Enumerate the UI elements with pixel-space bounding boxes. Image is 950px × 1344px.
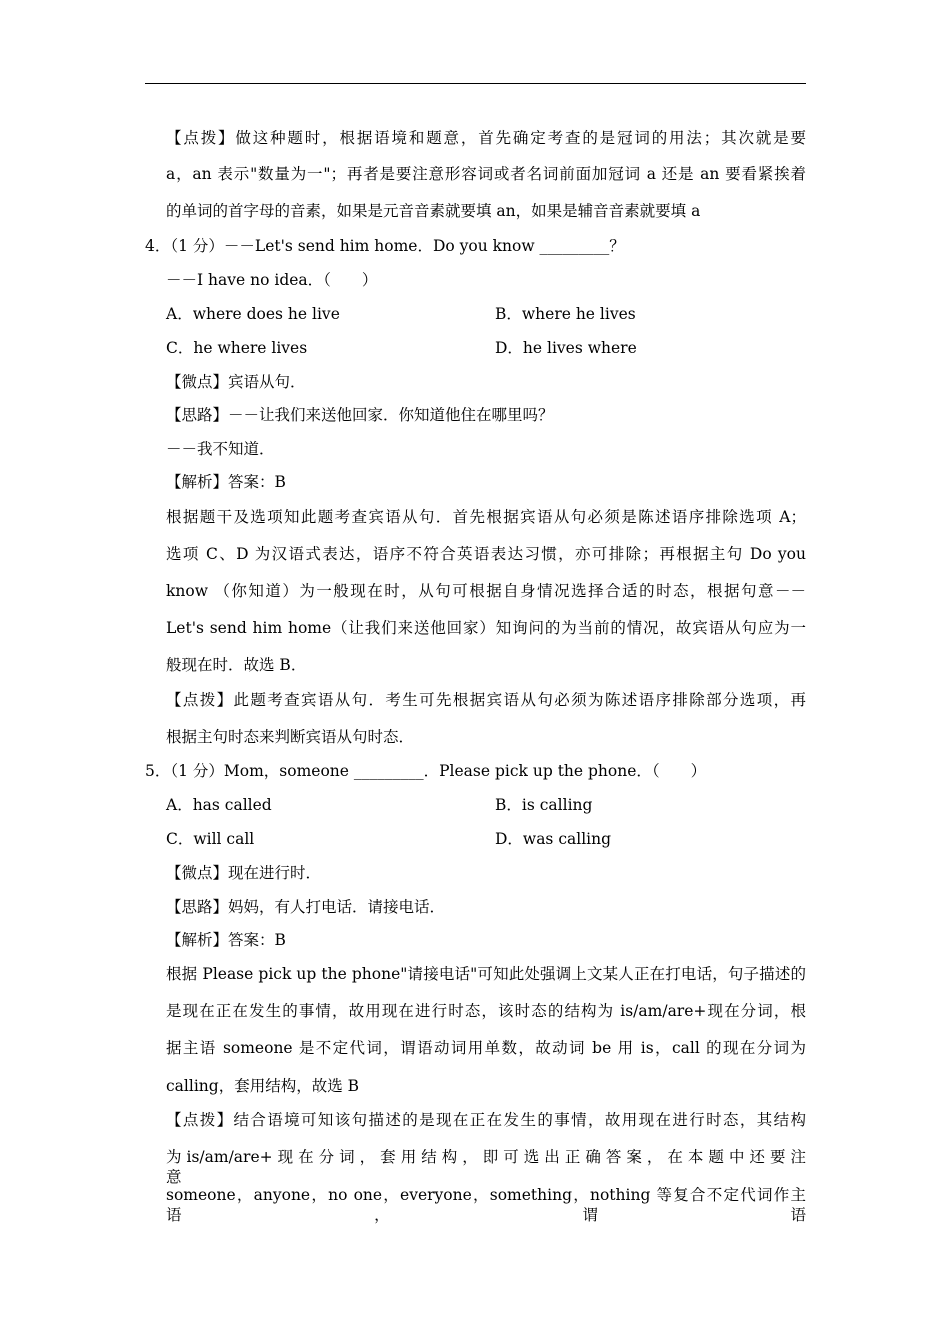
q5-weidian: 【微点】现在进行时．	[166, 864, 322, 882]
q5-jiexi: 【解析】答案：B	[166, 931, 286, 949]
q4-weidian: 【微点】宾语从句．	[166, 373, 306, 391]
q5-option-c: C．will call	[166, 830, 255, 848]
q4-analysis-line-2: 选项 C、D 为汉语式表达，语序不符合英语表达习惯，亦可排除；再根据主句 Do you	[166, 545, 806, 563]
q5-analysis-line-4: calling，套用结构，故选 B	[166, 1077, 360, 1095]
q4-silu-1: 【思路】－－让我们来送他回家．你知道他住在哪里吗？	[166, 406, 554, 424]
top-dianbo-line-3: 的单词的首字母的音素，如果是元音音素就要填 an，如果是辅音音素就要填 a	[166, 202, 701, 220]
q5-option-a: A．has called	[166, 796, 272, 814]
q5-analysis-line-3: 据主语 someone 是不定代词，谓语动词用单数，故动词 be 用 is，call 的现在分词为	[166, 1039, 806, 1057]
q5-dianbo-line-2: 为 is/am/are+ 现 在 分 词 ， 套 用 结 构 ， 即 可 选 出 正 确 答 案 ， 在 本 题 中 还 要 注 意	[166, 1148, 806, 1186]
q5-analysis-line-1: 根据 Please pick up the phone"请接电话"可知此处强调上文某人正在打电话，句子描述的	[166, 965, 806, 983]
q4-analysis-line-5: 般现在时．故选 B．	[166, 656, 307, 674]
q4-option-d: D．he lives where	[495, 339, 637, 357]
q5-silu: 【思路】妈妈，有人打电话．请接电话．	[166, 898, 446, 916]
q5-dianbo-line-1: 【点拨】结合语境可知该句描述的是现在正在发生的事情，故用现在进行时态，其结构	[166, 1111, 806, 1129]
q4-option-b: B．where he lives	[495, 305, 636, 323]
header-rule	[145, 83, 806, 84]
q4-jiexi: 【解析】答案：B	[166, 473, 286, 491]
q5-dianbo-line-3: someone，anyone，no one，everyone，something，nothing 等复合不定代词作主语，谓语	[166, 1186, 806, 1224]
q4-option-a: A．where does he live	[166, 305, 340, 323]
q4-option-c: C．he where lives	[166, 339, 308, 357]
q4-stem: 4．（1 分）－－Let's send him home．Do you know _________？	[145, 237, 625, 255]
q4-silu-2: －－我不知道．	[166, 440, 275, 458]
q5-option-d: D．was calling	[495, 830, 612, 848]
q4-stem-reply: －－I have no idea．（ ）	[166, 271, 378, 289]
top-dianbo-line-2: a，an 表示"数量为一"；再者是要注意形容词或者名词前面加冠词 a 还是 an 要看紧挨着	[166, 165, 806, 183]
q4-analysis-line-4: Let's send him home（让我们来送他回家）知询问的为当前的情况，故宾语从句应为一	[166, 619, 806, 637]
q4-dianbo-line-2: 根据主句时态来判断宾语从句时态．	[166, 728, 415, 746]
q4-dianbo-line-1: 【点拨】此题考查宾语从句．考生可先根据宾语从句必须为陈述语序排除部分选项，再	[166, 691, 806, 709]
top-dianbo-line-1: 【点拨】做这种题时，根据语境和题意，首先确定考查的是冠词的用法；其次就是要	[166, 129, 806, 147]
q4-analysis-line-3: know （你知道）为一般现在时，从句可根据自身情况选择合适的时态，根据句意－－	[166, 582, 806, 600]
q5-analysis-line-2: 是现在正在发生的事情，故用现在进行时态，该时态的结构为 is/am/are+现在分词，根	[166, 1002, 806, 1020]
q4-analysis-line-1: 根据题干及选项知此题考查宾语从句．首先根据宾语从句必须是陈述语序排除选项 A；	[166, 508, 806, 526]
q5-stem: 5．（1 分）Mom，someone _________．Please pick up the phone．（ ）	[145, 762, 707, 780]
q5-option-b: B．is calling	[495, 796, 593, 814]
